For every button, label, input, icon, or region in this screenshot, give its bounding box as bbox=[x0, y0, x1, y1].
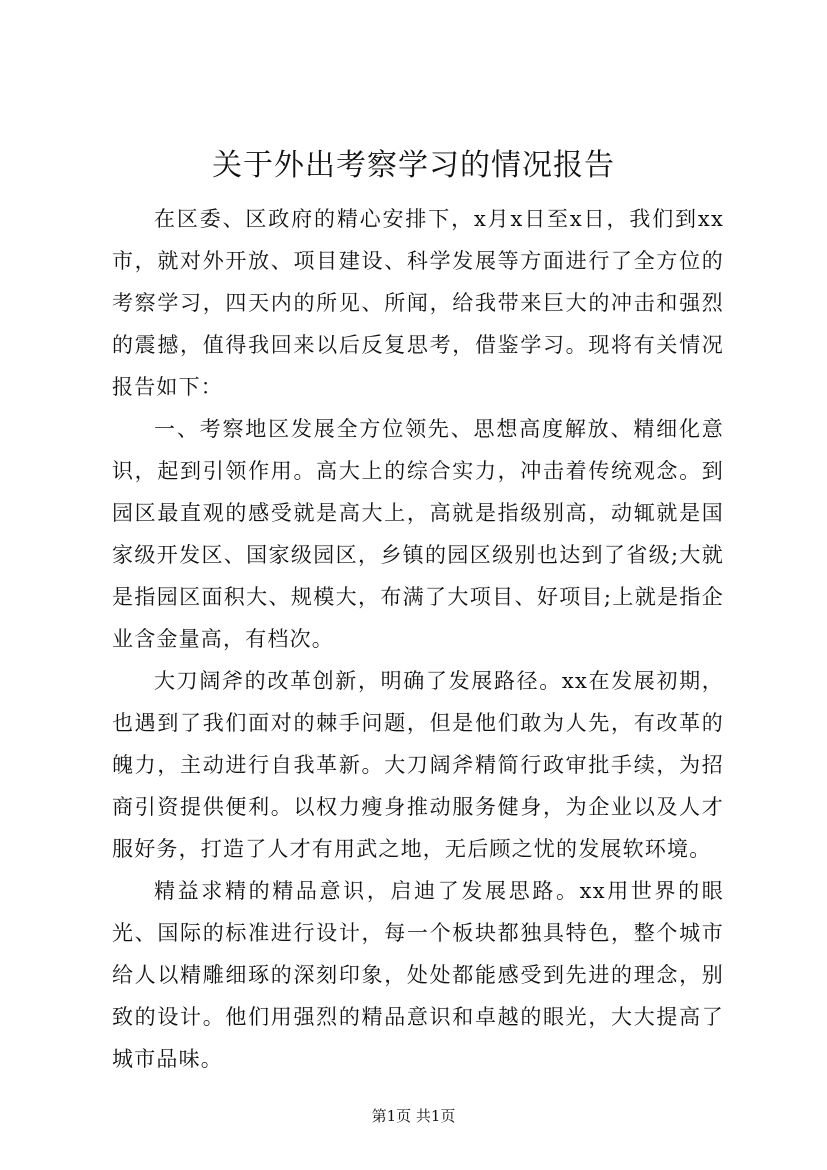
document-title: 关于外出考察学习的情况报告 bbox=[212, 148, 615, 183]
paragraph-quality: 精益求精的精品意识，启迪了发展思路。xx用世界的眼光、国际的标准进行设计，每一个板块都独具特色，整个城市给人以精雕细琢的深刻印象，处处都能感受到先进的理念，别致的设计。他们用强烈的精品意识和卓越的眼光，大大提高了城市品味。 bbox=[112, 879, 724, 1071]
paragraph-intro: 在区委、区政府的精心安排下，x月x日至x日，我们到xx市，就对外开放、项目建设、科学发展等方面进行了全方位的考察学习，四天内的所见、所闻，给我带来巨大的冲击和强烈的震撼，值得我回来以后反复思考，借鉴学习。现将有关情况报告如下： bbox=[112, 207, 724, 399]
document-body bbox=[112, 198, 724, 1080]
paragraph-reform: 大刀阔斧的改革创新，明确了发展路径。xx在发展初期，也遇到了我们面对的棘手问题，但是他们敢为人先，有改革的魄力，主动进行自我革新。大刀阔斧精简行政审批手续，为招商引资提供便利。以权力瘦身推动服务健身，为企业以及人才服好务，打造了人才有用武之地，无后顾之忧的发展软环境。 bbox=[112, 669, 724, 861]
page-number-footer: 第1页 共1页 bbox=[371, 1107, 456, 1125]
paragraph-section-one: 一、考察地区发展全方位领先、思想高度解放、精细化意识，起到引领作用。高大上的综合实力，冲击着传统观念。到园区最直观的感受就是高大上，高就是指级别高，动辄就是国家级开发区、国家级园区，乡镇的园区级别也达到了省级;大就是指园区面积大、规模大，布满了大项目、好项目;上就是指企业含金量高，有档次。 bbox=[112, 417, 724, 651]
